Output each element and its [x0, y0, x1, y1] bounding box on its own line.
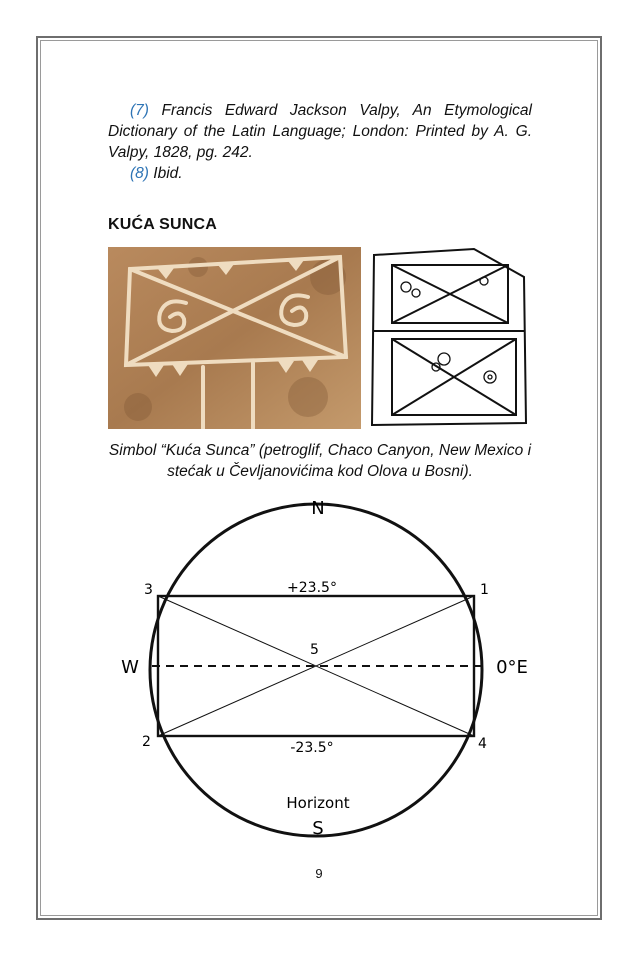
footnote-8 [108, 163, 532, 184]
south-label: S [312, 818, 324, 839]
petroglyph-photo [108, 247, 361, 429]
house-of-sun-diagram [100, 490, 540, 850]
horizon-label: Horizont [286, 794, 350, 812]
north-label: N [311, 498, 325, 519]
section-heading: KUĆA SUNCA [108, 216, 217, 233]
point-2-label: 2 [142, 734, 151, 750]
top-angle-label: +23.5° [287, 580, 337, 596]
footnote-7 [108, 100, 532, 163]
point-3-label: 3 [144, 582, 153, 598]
east-label: 0°E [496, 657, 528, 678]
page-number: 9 [315, 866, 323, 881]
point-1-label: 1 [480, 582, 489, 598]
footnote-8-number: (8) [130, 165, 149, 182]
point-4-label: 4 [478, 736, 487, 752]
figure-caption: Simbol “Kuća Sunca” (petroglif, Chaco Canyon, New Mexico i stećak u Čevljanovićima kod Olova u Bosni). [108, 442, 532, 480]
bottom-angle-label: -23.5° [290, 740, 334, 756]
west-label: W [121, 657, 139, 678]
footnote-7-number: (7) [130, 102, 149, 119]
point-5-label: 5 [310, 642, 319, 658]
footnote-7-text: Francis Edward Jackson Valpy, An Etymological Dictionary of the Latin Language; London: Printed by A. G. Valpy, 1828, pg. 242. [108, 102, 533, 161]
horizon-circle [150, 504, 482, 836]
stecak-drawing [364, 247, 532, 429]
footnote-8-text: Ibid. [153, 165, 183, 182]
